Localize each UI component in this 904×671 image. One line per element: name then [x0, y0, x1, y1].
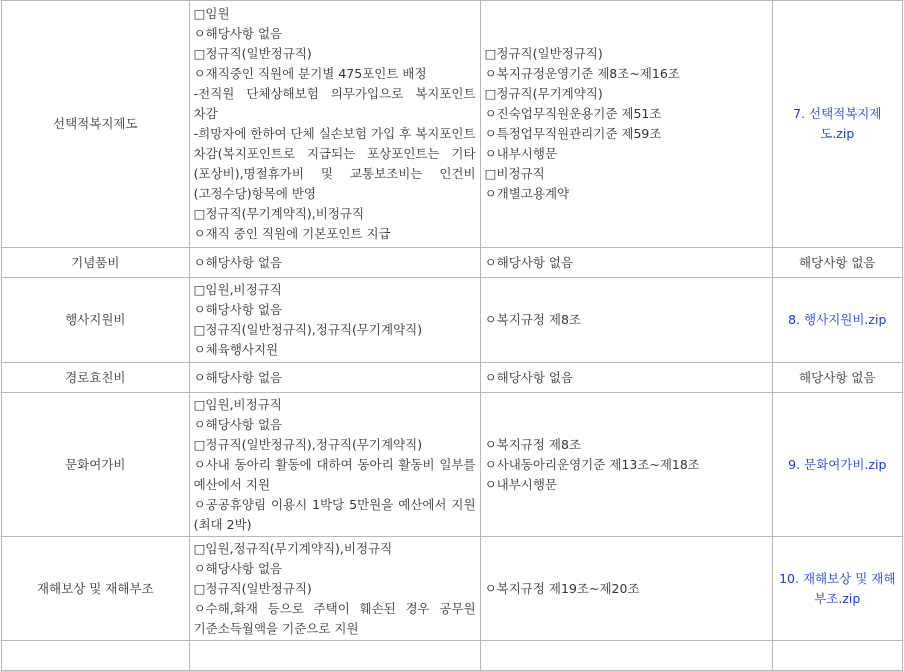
- list-item: ㅇ개별고용계약: [484, 186, 570, 201]
- file-download-link[interactable]: 9. 문화여가비.zip: [788, 456, 887, 472]
- file-download-link[interactable]: 8. 행사지원비.zip: [788, 312, 887, 327]
- table-row: [2, 248, 903, 278]
- list-item: ㅇ복지규정운영기준 제8조~제16조: [484, 66, 680, 81]
- target-cell: [189, 248, 480, 278]
- list-item: ㅇ복지규정 제19조~제20조: [484, 580, 640, 596]
- basis-cell: [480, 393, 772, 537]
- basis-cell: [480, 537, 772, 641]
- item-name: 선택적복지제도: [2, 1, 190, 248]
- list-item: ㅇ공공휴양림 이용시 1박당 5만원을 예산에서 지원(최대 2박): [193, 496, 476, 532]
- item-name: 재해보상 및 재해부조: [2, 537, 190, 641]
- list-item: ㅇ재직 중인 직원에 기본포인트 지급: [193, 226, 391, 241]
- table-row: [2, 641, 903, 671]
- item-name: 경로효친비: [2, 363, 190, 393]
- list-item: □임원,비정규직: [193, 396, 282, 412]
- table-cell: [2, 641, 190, 671]
- list-item: ㅇ복지규정 제8조: [484, 312, 582, 327]
- list-item: □정규직(일반정규직): [484, 46, 603, 61]
- list-item: ㅇ해당사항 없음: [193, 302, 283, 317]
- target-cell: [189, 278, 480, 363]
- item-name: 기념품비: [2, 248, 190, 278]
- list-item: ㅇ해당사항 없음: [193, 254, 283, 270]
- table-row: [2, 278, 903, 363]
- list-item: □비정규직: [484, 166, 545, 181]
- list-item: □정규직(일반정규직),정규직(무기계약직): [193, 436, 423, 452]
- list-item: □임원,정규직(무기계약직),비정규직: [193, 540, 393, 556]
- target-cell: [189, 537, 480, 641]
- list-item: ㅇ사내 동아리 활동에 대하여 동아리 활동비 일부를 예산에서 지원: [193, 456, 476, 492]
- list-item: □임원: [193, 6, 230, 21]
- table-cell: [480, 641, 772, 671]
- file-cell: 해당사항 없음: [772, 248, 902, 278]
- list-item: □정규직(일반정규직): [193, 580, 312, 596]
- table-cell: [772, 641, 902, 671]
- list-item: ㅇ해당사항 없음: [193, 560, 283, 576]
- list-item: ㅇ진숙업무직원운용기준 제51조: [484, 106, 662, 121]
- list-item: -희망자에 한하여 단체 실손보험 가입 후 복지포인트 차감(복지포인트로 지급되는 포상포인트는 기타(포상비),명절휴가비 및 교통보조비는 인건비(고정수당)항목에 반영: [193, 126, 476, 201]
- file-cell: [772, 278, 902, 363]
- list-item: ㅇ해당사항 없음: [193, 26, 283, 41]
- list-item: □임원,비정규직: [193, 282, 282, 297]
- item-name: 행사지원비: [2, 278, 190, 363]
- list-item: ㅇ해당사항 없음: [193, 369, 283, 385]
- table-row: [2, 393, 903, 537]
- list-item: ㅇ해당사항 없음: [193, 416, 283, 432]
- file-download-link[interactable]: 10. 재해보상 및 재해부조.zip: [779, 570, 896, 606]
- list-item: -전직원 단체상해보험 의무가입으로 복지포인트 차감: [193, 86, 476, 121]
- list-item: ㅇ복지규정 제8조: [484, 436, 582, 452]
- list-item: ㅇ내부시행문: [484, 146, 558, 161]
- target-cell: [189, 363, 480, 393]
- basis-cell: [480, 1, 772, 248]
- file-cell: [772, 537, 902, 641]
- list-item: ㅇ수해,화재 등으로 주택이 훼손된 경우 공무원 기준소득월액을 기준으로 지원: [193, 600, 476, 636]
- list-item: ㅇ재직중인 직원에 분기별 475포인트 배정: [193, 66, 427, 81]
- file-download-link[interactable]: 7. 선택적복지제도.zip: [793, 106, 882, 141]
- target-cell: [189, 393, 480, 537]
- welfare-table: [1, 0, 903, 671]
- file-cell: 해당사항 없음: [772, 363, 902, 393]
- list-item: ㅇ특정업무직원관리기준 제59조: [484, 126, 662, 141]
- table-row: [2, 537, 903, 641]
- list-item: □정규직(무기계약직): [484, 86, 603, 101]
- list-item: ㅇ체육행사지원: [193, 342, 279, 357]
- list-item: ㅇ사내동아리운영기준 제13조~제18조: [484, 456, 700, 472]
- list-item: ㅇ해당사항 없음: [484, 369, 574, 385]
- basis-cell: [480, 363, 772, 393]
- list-item: □정규직(일반정규직),정규직(무기계약직): [193, 322, 423, 337]
- file-cell: [772, 1, 902, 248]
- basis-cell: [480, 248, 772, 278]
- file-cell: [772, 393, 902, 537]
- table-cell: [189, 641, 480, 671]
- list-item: ㅇ해당사항 없음: [484, 254, 574, 270]
- table-row: [2, 363, 903, 393]
- target-cell: [189, 1, 480, 248]
- list-item: ㅇ내부시행문: [484, 476, 558, 492]
- table-row: [2, 1, 903, 248]
- item-name: 문화여가비: [2, 393, 190, 537]
- basis-cell: [480, 278, 772, 363]
- list-item: □정규직(무기계약직),비정규직: [193, 206, 365, 221]
- list-item: □정규직(일반정규직): [193, 46, 312, 61]
